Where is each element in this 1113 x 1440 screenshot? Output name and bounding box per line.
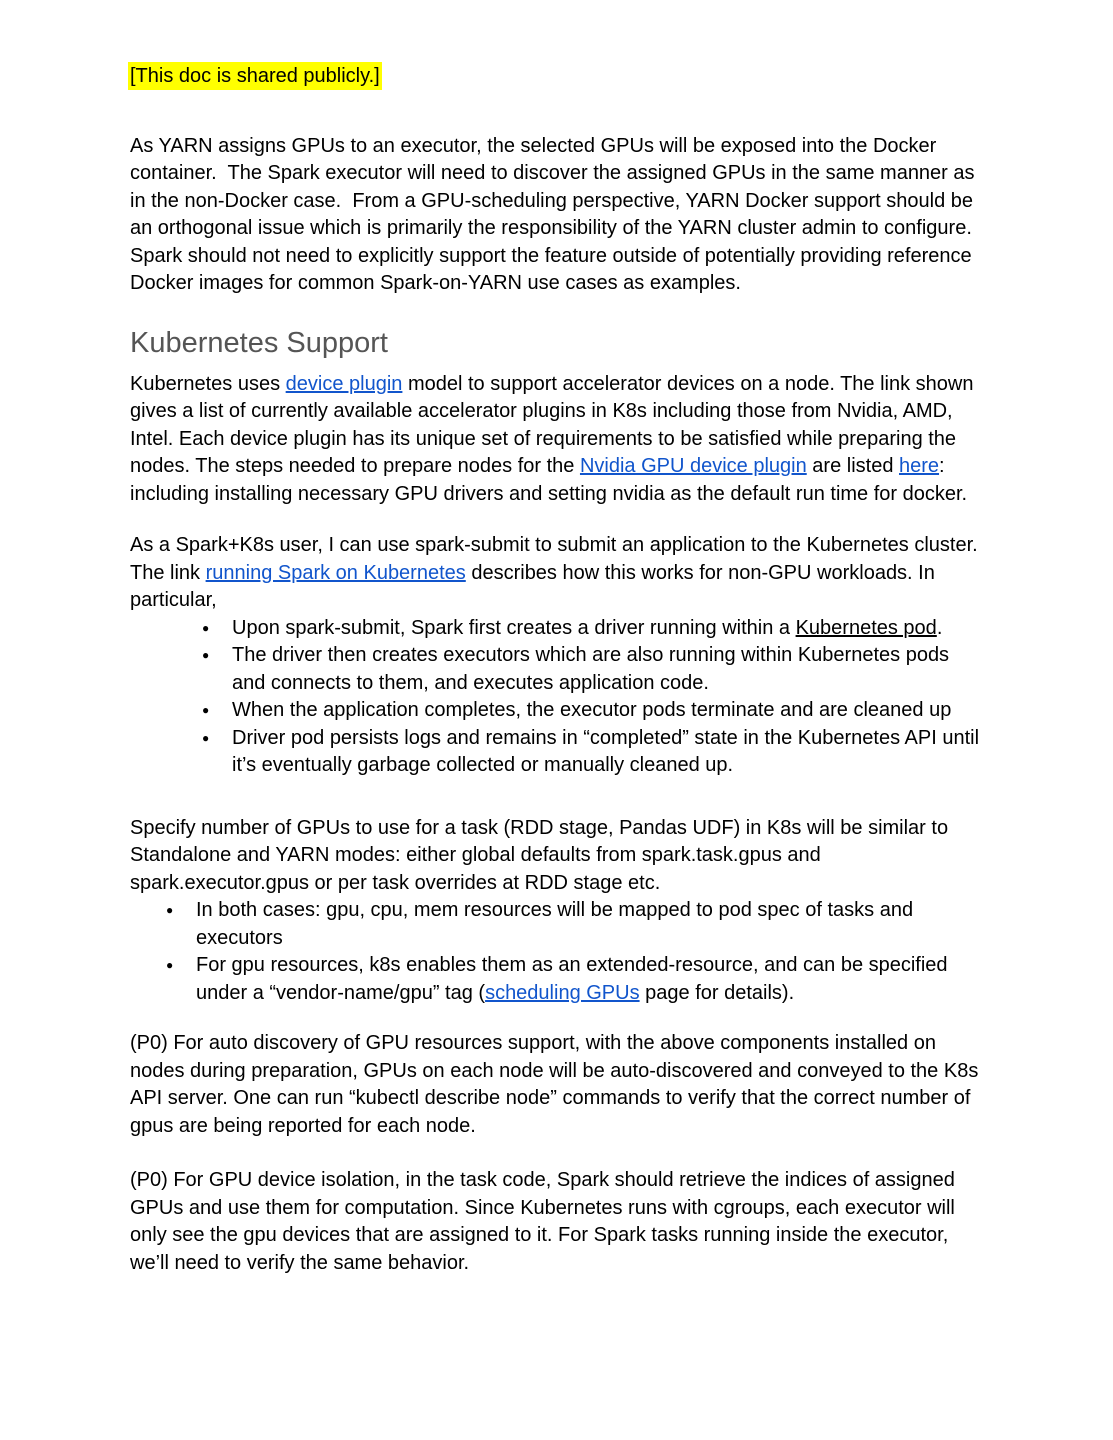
inline-link[interactable]: running Spark on Kubernetes [205, 561, 466, 584]
public-notice-line [130, 63, 983, 91]
text-run: (P0) For GPU device isolation, in the task code, Spark should retrieve the indices of assigned GPUs and use them for computation. Since Kubernetes runs with cgroups, each executor will only see the gpu devices that are assigned to it. For Spark tasks running inside the executor, we’ll need to verify the same behavior. [130, 1169, 955, 1274]
heading-kubernetes-support: Kubernetes Support [130, 326, 388, 359]
text-run: As a Spark+K8s user, I can use spark-submit to submit an application to the Kubernetes cluster. The link [130, 534, 978, 584]
text-run: In both cases: gpu, cpu, mem resources will be mapped to pod spec of tasks and executors [196, 899, 914, 949]
paragraph-auto-discovery [130, 1030, 983, 1140]
text-run: are listed [806, 455, 899, 477]
list-item-pod-spec [196, 897, 983, 952]
text-run: Specify number of GPUs to use for a task (RDD stage, Pandas UDF) in K8s will be similar to Standalone and YARN modes: either global defaults from spark.task.gpus and spark.executor.gpus or per task overrides at RDD stage etc. [130, 816, 949, 894]
text-run: describes how this works for non-GPU workloads. In particular, [130, 561, 935, 611]
text-run: Kubernetes uses [130, 372, 286, 395]
text-run: The driver then creates executors which are also running within Kubernetes pods and connects to them, and executes application code. [232, 644, 950, 694]
list-item-driver-pod [232, 615, 983, 643]
text-run: As YARN assigns GPUs to an executor, the selected GPUs will be exposed into the Docker container. The Spark executor will need to discover the assigned GPUs in the same manner as in the non-Docker case. From a GPU-scheduling perspective, YARN Docker support should be an orthogonal issue which is primarily the responsibility of the YARN cluster admin to configure. Spark should not need to explicitly support the feature outside of potentially providing reference Docker images for common Spark-on-YARN use cases as examples. [130, 134, 975, 294]
list-item-driver-logs [232, 725, 983, 780]
text-run: Driver pod persists logs and remains in “completed” state in the Kubernetes API until it’s eventually garbage collected or manually cleaned up. [232, 726, 980, 776]
text-run: Upon spark-submit, Spark first creates a driver running within a [232, 616, 796, 639]
inline-link[interactable]: Nvidia GPU device plugin [579, 455, 807, 477]
list-item-extended-resource [196, 952, 983, 1007]
text-run: (P0) For auto discovery of GPU resources support, with the above components installed on nodes during preparation, GPUs on each node will be auto-discovered and conveyed to the K8s API server. One can run “kubectl describe node” commands to verify that the correct number of gpus are being reported for each node. [130, 1032, 979, 1137]
paragraph-yarn-docker [130, 133, 983, 298]
text-run: When the application completes, the executor pods terminate and are cleaned up [232, 699, 952, 721]
list-resource-mapping [130, 897, 983, 1007]
paragraph-k8s-device-plugin [130, 371, 983, 509]
public-notice-highlighted-text: [This doc is shared publicly.] [128, 62, 382, 90]
text-run: For gpu resources, k8s enables them as an extended-resource, and can be specified under a “vendor-name/gpu” tag ( [196, 954, 948, 1004]
list-item-completion [232, 697, 983, 725]
paragraph-gpu-isolation [130, 1167, 983, 1277]
text-run: . [936, 616, 943, 639]
inline-link[interactable]: here [899, 455, 940, 477]
paragraph-spark-submit [130, 532, 983, 615]
list-spark-submit-workflow [130, 615, 983, 780]
text-run: page for details). [639, 981, 795, 1004]
text-run: : including installing necessary GPU drivers and setting nvidia as the default run time for docker. [130, 455, 968, 505]
underlined-text: Kubernetes pod [795, 616, 937, 639]
inline-link[interactable]: scheduling GPUs [485, 981, 640, 1004]
inline-link[interactable]: device plugin [285, 372, 403, 395]
paragraph-specify-gpus [130, 815, 983, 898]
list-item-executors [232, 642, 983, 697]
text-run: model to support accelerator devices on a node. The link shown gives a list of currently available accelerator plugins in K8s including those from Nvidia, AMD, Intel. Each device plugin has its unique set of requirements to be satisfied while preparing the nodes. The steps needed to prepare nodes for the [130, 372, 974, 477]
